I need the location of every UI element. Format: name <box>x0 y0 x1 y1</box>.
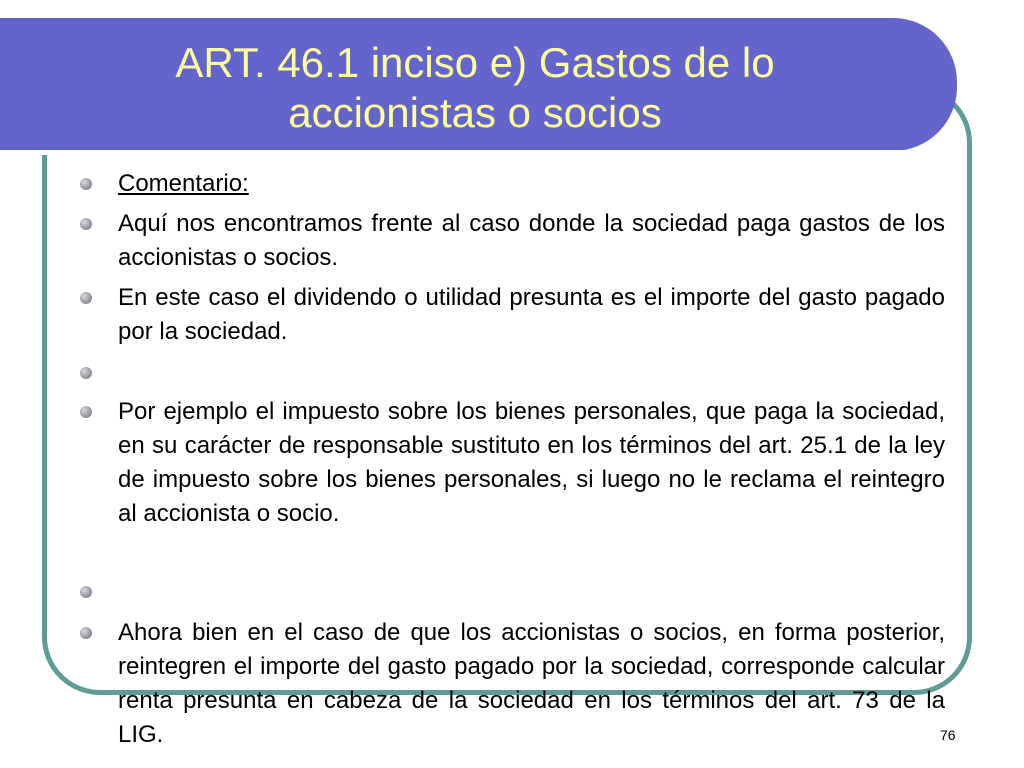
page-number: 76 <box>940 727 956 743</box>
bullet-text: Por ejemplo el impuesto sobre los bienes personales, que paga la sociedad, en su carácter de responsable sustituto en los términos del art. 25.1 de la ley de impuesto sobre los bienes personales, si luego no le reclama el reintegro al accionista o socio. <box>118 398 945 527</box>
title-line-2: accionistas o socios <box>288 89 662 136</box>
slide-frame <box>42 85 972 695</box>
slide-title <box>20 38 930 138</box>
bullet-text: Ahora bien en el caso de que los accionistas o socios, en forma posterior, reintegren el importe del gasto pagado por la sociedad, corresponde calcular renta presunta en cabeza de la sociedad en los términos del art. 73 de la LIG. <box>118 619 945 748</box>
title-underline <box>0 150 908 155</box>
bullet-text-comentario: Comentario: <box>118 170 249 197</box>
bullet-text: En este caso el dividendo o utilidad presunta es el importe del gasto pagado por la sociedad. <box>118 284 945 345</box>
title-bar <box>0 18 957 151</box>
title-line-1: ART. 46.1 inciso e) Gastos de lo <box>175 39 775 86</box>
bullet-text: Aquí nos encontramos frente al caso donde la sociedad paga gastos de los accionistas o socios. <box>118 210 945 271</box>
